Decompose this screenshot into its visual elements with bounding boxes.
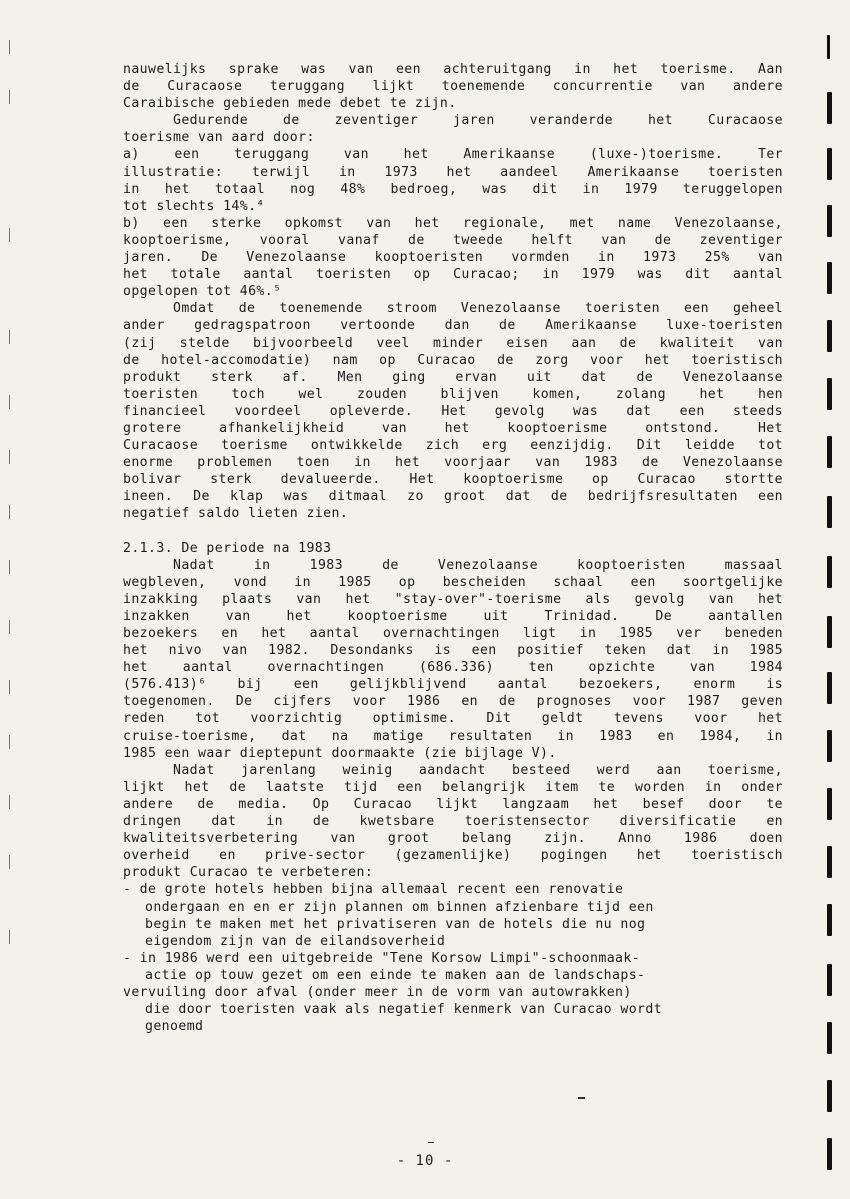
bullet-item-line: - in 1986 werd een uitgebreide "Tene Korsow Limpi"-schoonmaak- [123,950,641,966]
binding-mark [827,35,830,59]
text-line: het totale aantal toeristen op Curacao; in 1979 was dit aantal [123,267,783,283]
bullet-continuation-line: ondergaan en en er zijn plannen om binnen afzienbare tijd een [145,899,654,915]
text-line: de Curacaose teruggang lijkt toenemende concurrentie van andere [123,79,783,95]
text-line: lijkt het de laatste tijd een belangrijk item te worden in onder [123,779,783,795]
binding-mark [827,730,832,762]
bullet-continuation-line: actie op touw gezet om een einde te maken aan de landschaps- [145,967,646,983]
binding-mark [827,378,832,410]
binding-mark [827,148,832,180]
margin-mark [9,855,12,869]
text-line: toerisme van aard door: [123,130,315,146]
binding-mark [827,1080,832,1112]
bullet-continuation-line: eigendom zijn van de eilandsoverheid [145,933,446,949]
text-line: grotere afhankelijkheid van het kooptoerisme ontstond. Het [123,420,783,436]
bullet-continuation-line: die door toeristen vaak als negatief kenmerk van Curacao wordt [145,1002,663,1018]
text-line: produkt Curacao te verbeteren: [123,865,374,881]
text-line: het nivo van 1982. Desondanks is een positief teken dat in 1985 [123,643,783,659]
paragraph-start-line: Omdat de toenemende stroom Venezolaanse toeristen een geheel [173,301,783,317]
text-line: negatief saldo lieten zien. [123,506,349,522]
binding-mark [827,1138,832,1170]
bullet-item-line: - de grote hotels hebben bijna allemaal recent een renovatie [123,882,624,898]
margin-mark [9,90,12,104]
binding-mark [827,672,832,704]
text-line: kwaliteitsverbetering van groot belang zijn. Anno 1986 doen [123,831,783,847]
binding-mark [827,205,832,237]
binding-mark [827,616,832,648]
list-item-a-line: a) een teruggang van het Amerikaanse (luxe-)toerisme. Ter [123,147,783,163]
text-line: opgelopen tot 46%.⁵ [123,284,282,300]
left-margin-punch-marks [0,0,20,1199]
text-line: produkt sterk af. Men ging ervan uit dat de Venezolaanse [123,369,783,385]
text-line: vervuiling door afval (onder meer in de vorm van autowrakken) [123,984,632,1000]
binding-mark [827,92,832,124]
binding-mark [827,788,832,820]
text-line: illustratie: terwijl in 1973 het aandeel Amerikaanse toeristen [123,164,783,180]
text-line: bezoekers en het aantal overnachtingen ligt in 1985 ver beneden [123,626,783,641]
text-line: kooptoerisme, vooral vanaf de tweede helft van de zeventiger [123,232,783,248]
binding-mark [827,496,832,528]
binding-holes [824,0,836,1199]
list-item-b-line: b) een sterke opkomst van het regionale, met name Venezolaanse, [123,215,783,231]
margin-mark [9,330,12,344]
text-line: (576.413)⁶ bij een gelijkblijvend aantal bezoekers, enorm is [123,677,783,693]
text-line: enorme problemen toen in het voorjaar van 1983 de Venezolaanse [123,455,783,471]
page-number: - 10 - [396,1153,454,1169]
margin-mark [9,395,12,409]
ink-speck [578,1097,585,1099]
binding-mark [827,846,832,878]
binding-mark [827,556,832,588]
text-line: ander gedragspatroon vertoonde dan de Amerikaanse luxe-toeristen [123,318,783,334]
binding-mark [827,320,832,352]
margin-mark [9,680,12,694]
margin-mark [9,930,12,944]
text-line: de hotel-accomodatie) nam op Curacao de zorg voor het toeristisch [123,352,783,368]
text-line: reden tot voorzichtig optimisme. Dit geldt tevens voor het [123,711,783,727]
section-spacer [123,523,783,540]
margin-mark [9,795,12,809]
text-line: dringen dat in de kwetsbare toeristensector diversificatie en [123,814,783,830]
margin-mark [9,560,12,574]
text-line: ineen. De klap was ditmaal zo groot dat de bedrijfsresultaten een [123,489,783,505]
text-line: toegenomen. De cijfers voor 1986 en de prognoses voor 1987 geven [123,694,783,710]
margin-mark [9,40,12,54]
binding-mark [827,436,832,468]
text-line: Curacaose toerisme ontwikkelde zich erg eenzijdig. Dit leidde tot [123,438,783,454]
text-line: cruise-toerisme, dat na matige resultaten in 1983 en 1984, in [123,728,783,744]
text-line: overheid en prive-sector (gezamenlijke) pogingen het toeristisch [123,848,783,864]
text-line: tot slechts 14%.⁴ [123,198,265,214]
section-heading: 2.1.3. De periode na 1983 [123,540,332,556]
text-line: het aantal overnachtingen (686.336) ten opzichte van 1984 [123,660,783,676]
text-line: inzakken van het kooptoerisme uit Trinidad. De aantallen [123,608,783,624]
text-line: toeristen toch wel zouden blijven komen, zolang het hen [123,386,783,402]
text-line: nauwelijks sprake was van een achteruitgang in het toerisme. Aan [123,62,783,77]
paragraph-start-line: Gedurende de zeventiger jaren veranderde het Curacaose [173,113,783,129]
bullet-continuation-line: genoemd [145,1019,204,1035]
margin-mark [9,450,12,464]
text-line: wegbleven, vond in 1985 op bescheiden schaal een soortgelijke [123,574,783,590]
text-line: andere de media. Op Curacao lijkt langzaam het besef door te [123,796,783,812]
document-body [123,61,783,1035]
paragraph-start-line: Nadat in 1983 de Venezolaanse kooptoeristen massaal [173,557,783,573]
bullet-continuation-line: begin te maken met het privatiseren van de hotels die nu nog [145,916,646,932]
paragraph-start-line: Nadat jarenlang weinig aandacht besteed werd aan toerisme, [173,762,783,778]
text-line: in het totaal nog 48% bedroeg, was dit in 1979 teruggelopen [123,181,783,197]
text-line: inzakking plaats van het "stay-over"-toerisme als gevolg van het [123,591,783,607]
binding-mark [827,262,832,294]
text-line: financieel voordeel opleverde. Het gevolg was dat een steeds [123,403,783,419]
binding-mark [827,964,832,996]
margin-mark [9,620,12,634]
margin-mark [9,228,12,242]
margin-mark [9,505,12,519]
margin-mark [9,735,12,749]
text-line: 1985 een waar dieptepunt doormaakte (zie bijlage V). [123,745,557,761]
text-line: (zij stelde bijvoorbeeld veel minder eisen aan de kwaliteit van [123,335,783,351]
text-line: bolivar sterk devalueerde. Het kooptoerisme op Curacao stortte [123,472,783,488]
text-line: jaren. De Venezolaanse kooptoeristen vormden in 1973 25% van [123,250,783,266]
binding-mark [827,904,832,936]
ink-speck [428,1142,434,1143]
text-line: Caraibische gebieden mede debet te zijn. [123,96,457,112]
binding-mark [827,1022,832,1054]
